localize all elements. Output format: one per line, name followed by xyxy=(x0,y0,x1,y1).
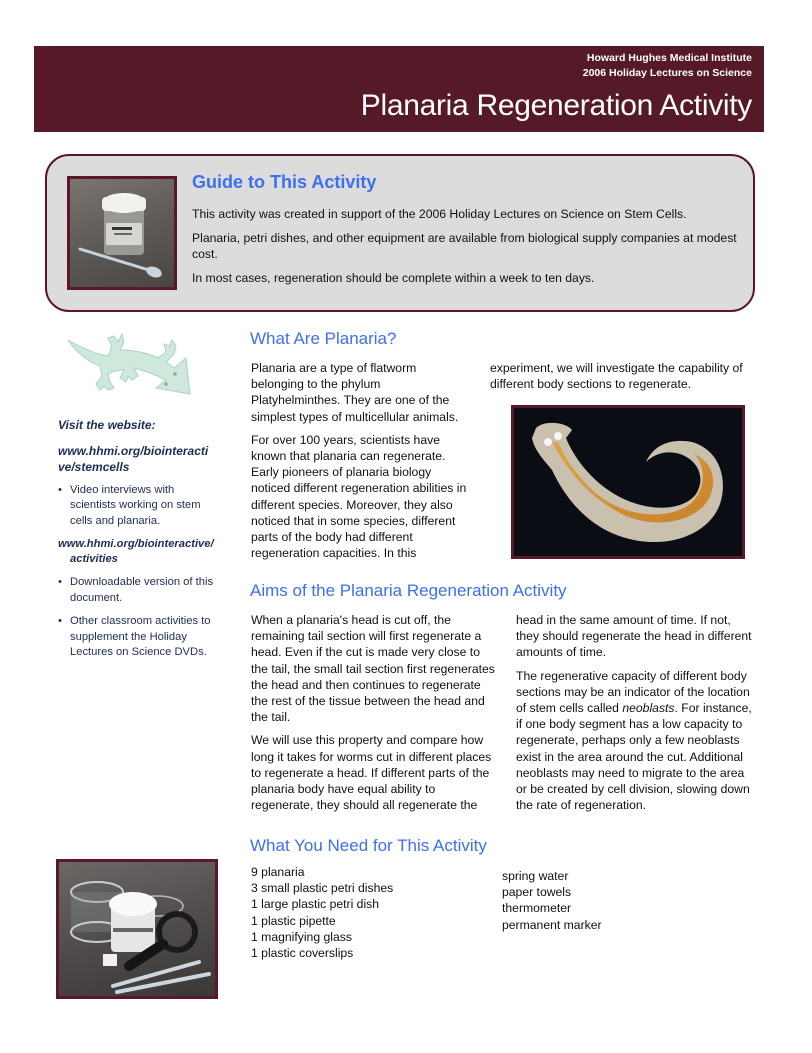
material-item: permanent marker xyxy=(502,917,602,932)
lab-supplies-image xyxy=(59,862,215,996)
text-span: . For instance, if one body segment has a low capacity to regenerate, perhaps only a few neoblasts exist in the area around the cut. Additional neoblasts may need to migrate to the area or be created by cell division, slowing down the rate of regeneration. xyxy=(516,701,752,813)
paragraph xyxy=(516,668,756,814)
list-item: • Other classroom activities to supplement the Holiday Lectures on Science DVDs. xyxy=(58,614,218,661)
neoblasts-term: neoblasts xyxy=(622,701,675,716)
link-text: www.hhmi.org/biointeractive/ xyxy=(58,538,214,550)
link-text: activities xyxy=(70,553,118,565)
list-item: • Downloadable version of this document. xyxy=(58,575,218,606)
stemcells-resources-list xyxy=(58,483,218,530)
section-heading-what-are-planaria: What Are Planaria? xyxy=(250,329,397,348)
guide-paragraph: This activity was created in support of the 2006 Holiday Lectures on Science on Stem Cells. xyxy=(192,207,687,221)
paragraph: We will use this property and compare how long it takes for worms cut in different places to regenerate a head. If different parts of the planaria body have equal ability to regenerate, they should all regenerate the xyxy=(251,733,492,813)
section-heading-aims: Aims of the Planaria Regeneration Activity xyxy=(250,581,567,600)
activities-link[interactable] xyxy=(58,537,218,567)
visit-website-label: Visit the website: xyxy=(58,418,156,432)
organization-label xyxy=(583,51,752,81)
link-text: ve/stemcells xyxy=(58,459,130,474)
what-are-planaria-column-1 xyxy=(251,360,471,568)
material-item: 1 plastic coverslips xyxy=(251,946,354,961)
planaria-photo xyxy=(511,405,745,559)
material-item: 1 magnifying glass xyxy=(251,929,352,944)
sidebar xyxy=(58,418,218,669)
material-item: thermometer xyxy=(502,901,572,916)
org-name: Howard Hughes Medical Institute xyxy=(586,52,752,64)
guide-text xyxy=(192,206,737,293)
page-header xyxy=(34,46,764,132)
link-text: www.hhmi.org/biointeracti xyxy=(58,443,209,458)
guide-box xyxy=(45,154,755,312)
material-item: 3 small plastic petri dishes xyxy=(251,881,394,896)
what-are-planaria-column-2 xyxy=(490,360,755,399)
section-heading-what-you-need: What You Need for This Activity xyxy=(250,836,487,855)
page-title: Planaria Regeneration Activity xyxy=(360,89,752,122)
paragraph: When a planaria's head is cut off, the remaining tail section will first regenerate a head. Even if the cut is made very close to the tail, the small tail section first regenerates the head and then continues to regenerate the rest of the tissue between the head and the tail. xyxy=(251,613,495,725)
activities-resources-list xyxy=(58,575,218,661)
material-item: spring water xyxy=(502,869,569,883)
material-item: paper towels xyxy=(502,885,572,900)
materials-list-1 xyxy=(251,864,393,961)
text-span: The regenerative capacity of different body sections may be an indicator of the location of stem cells called xyxy=(516,668,750,716)
jar-and-pipette-image xyxy=(70,179,174,287)
guide-paragraph: Planaria, petri dishes, and other equipment are available from biological supply companies at modest cost. xyxy=(192,230,737,261)
guide-photo xyxy=(67,176,177,290)
paragraph: For over 100 years, scientists have known that planaria can regenerate. Early pioneers of planaria biology noticed different regeneration abilities in different species. Moreover, they also noticed that in some species, different parts of the body had different regeneration capacities. In this xyxy=(251,432,467,561)
gecko-logo-icon xyxy=(62,328,192,398)
material-item: 1 plastic pipette xyxy=(251,913,336,928)
aims-column-2 xyxy=(516,612,756,820)
guide-paragraph: In most cases, regeneration should be complete within a week to ten days. xyxy=(192,270,595,285)
list-item: • Video interviews with scientists working on stem cells and planaria. xyxy=(58,483,218,530)
planaria-worm-image xyxy=(514,408,742,556)
supplies-photo xyxy=(56,859,218,999)
paragraph: head in the same amount of time. If not, they should regenerate the head in different amounts of time. xyxy=(516,613,752,660)
material-item: 9 planaria xyxy=(251,865,305,879)
material-item: 1 large plastic petri dish xyxy=(251,897,380,912)
paragraph: Planaria are a type of flatworm belonging to the phylum Platyhelminthes. They are one of the simplest types of multicellular animals. xyxy=(251,361,459,424)
materials-list-2 xyxy=(502,868,602,933)
lecture-series: 2006 Holiday Lectures on Science xyxy=(582,67,752,79)
guide-title: Guide to This Activity xyxy=(192,172,377,192)
paragraph: experiment, we will investigate the capability of different body sections to regenerate. xyxy=(490,361,743,392)
stemcells-link[interactable] xyxy=(58,443,218,475)
aims-column-1 xyxy=(251,612,499,820)
